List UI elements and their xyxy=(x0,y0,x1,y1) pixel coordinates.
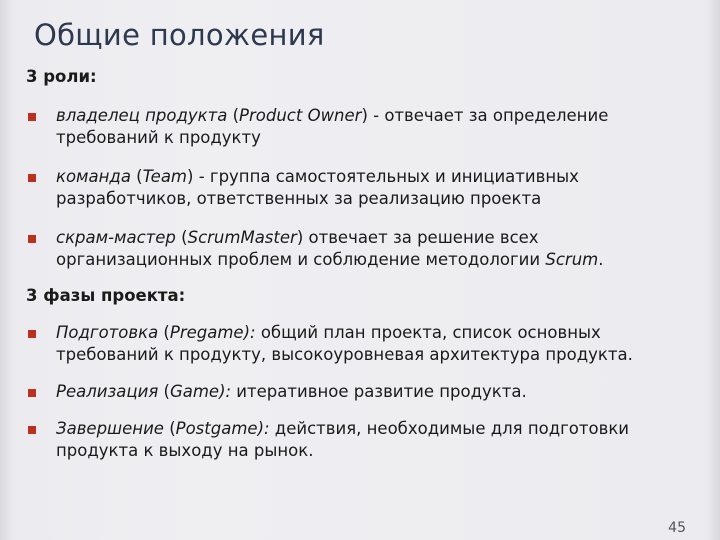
item-paren: ( xyxy=(163,419,176,438)
item-term-en: Product Owner xyxy=(239,106,362,125)
item-line-1 xyxy=(56,322,706,344)
item-text: действия, необходимые для подготовки xyxy=(269,419,630,438)
item-line-1 xyxy=(56,381,706,403)
item-line-1 xyxy=(56,105,706,127)
list-item xyxy=(26,105,706,149)
list-item xyxy=(26,166,706,210)
square-bullet-icon xyxy=(28,113,36,121)
item-term: Подготовка xyxy=(56,323,159,342)
item-paren: ) xyxy=(187,167,194,186)
item-text: организационных проблем и соблюдение методологии xyxy=(56,250,546,269)
item-text: . xyxy=(598,250,604,269)
item-term-en: Scrum xyxy=(545,250,599,269)
phases-heading: 3 фазы проекта: xyxy=(26,286,186,305)
roles-list xyxy=(26,105,706,271)
item-text: итеративное развитие продукта. xyxy=(231,382,527,401)
item-paren: ): xyxy=(219,382,232,401)
item-line-2: продукта к выходу на рынок. xyxy=(56,441,314,460)
item-paren: ( xyxy=(227,106,240,125)
item-paren: ( xyxy=(175,228,188,247)
item-line-1 xyxy=(56,227,706,249)
item-term-en: Pregame xyxy=(169,323,244,342)
item-paren: ( xyxy=(130,167,143,186)
slide-title: Общие положения xyxy=(34,18,325,52)
item-line-2: требований к продукту xyxy=(56,128,261,147)
list-item xyxy=(26,418,706,462)
item-term: команда xyxy=(56,167,131,186)
item-paren: ): xyxy=(257,419,270,438)
item-text: - группа самостоятельных и инициативных xyxy=(193,167,579,186)
item-paren: ( xyxy=(158,323,170,342)
item-term-en: Team xyxy=(142,167,188,186)
page-number: 45 xyxy=(668,520,686,536)
item-paren: ) xyxy=(296,228,304,247)
item-term-en: Game xyxy=(169,382,220,401)
list-item xyxy=(26,227,706,271)
item-text: - отвечает за определение xyxy=(367,106,609,125)
square-bullet-icon xyxy=(28,235,36,243)
slide-content xyxy=(26,66,706,462)
square-bullet-icon xyxy=(28,174,36,182)
item-term: Реализация xyxy=(56,382,159,401)
square-bullet-icon xyxy=(28,330,36,338)
item-line-2 xyxy=(56,249,706,271)
item-line-2: требований к продукту, высокоуровневая архитектура продукта. xyxy=(56,345,633,364)
item-line-1 xyxy=(56,166,706,188)
item-line-2: разработчиков, ответственных за реализацию проекта xyxy=(56,189,542,208)
item-text: общий план проекта, список основных xyxy=(255,323,601,342)
item-term: владелец продукта xyxy=(56,106,228,125)
phases-list xyxy=(26,322,706,462)
item-term-en: Postgame xyxy=(175,419,258,438)
item-line-1 xyxy=(56,418,706,440)
item-paren: ( xyxy=(158,382,170,401)
item-term: Завершение xyxy=(56,419,164,438)
roles-heading: 3 роли: xyxy=(26,67,97,86)
item-term-en: ScrumMaster xyxy=(187,228,297,247)
list-item xyxy=(26,381,706,403)
item-term: скрам-мастер xyxy=(56,228,176,247)
item-paren: ): xyxy=(243,323,256,342)
item-text: отвечает за решение всех xyxy=(303,228,539,247)
list-item xyxy=(26,322,706,366)
item-paren: ) xyxy=(361,106,368,125)
square-bullet-icon xyxy=(28,389,36,397)
square-bullet-icon xyxy=(28,426,36,434)
